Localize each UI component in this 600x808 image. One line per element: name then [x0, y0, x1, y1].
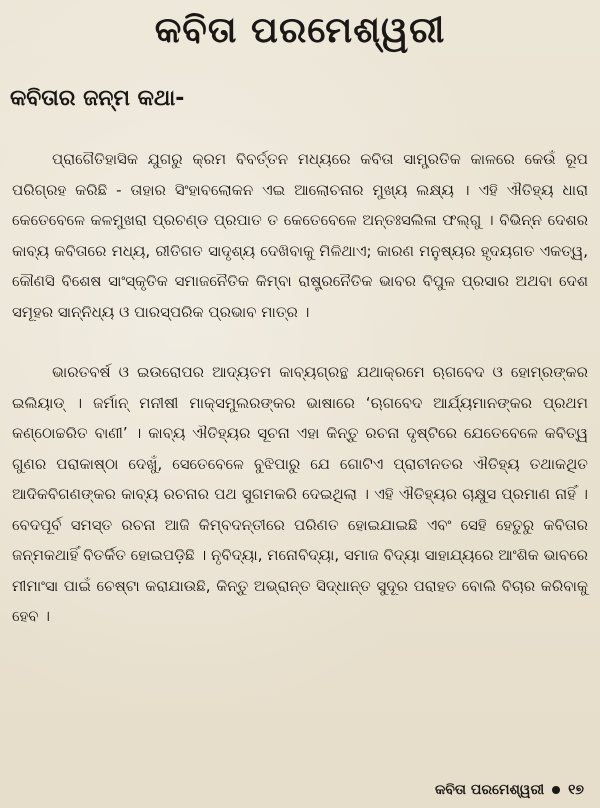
page-number: ୧୭	[568, 782, 584, 798]
bullet-icon	[552, 786, 560, 794]
page-footer	[435, 782, 584, 798]
paragraph-1: ପ୍ରାଗୈତିହାସିକ ଯୁଗରୁ କ୍ରମ ବିବର୍ତ୍ତନ ମଧ୍ୟରେ କବିତା ସାମ୍ପ୍ରତିକ କାଳରେ କେଉଁ ରୂପ ପରିଗ୍ରହ କରିଛି - ତାହାର ସିଂହାବଲୋକନ ଏଇ ଆଲୋଚନାର ମୁଖ୍ୟ ଲକ୍ଷ୍ୟ । ଏହି ଐତିହ୍ୟ ଧାରା କେତେବେଳେ କଳମୁଖରା ପ୍ରଚଣ୍ଡ ପ୍ରପାତ ତ କେତେବେଳେ ଅନ୍ତଃସଲିଳା ଫଲ୍ଗୁ । ବିଭିନ୍ନ ଦେଶର କାବ୍ୟ କବିତାରେ ମଧ୍ୟ, ରୀତିଗତ ସାଦୃଶ୍ୟ ଦେଖିବାକୁ ମିଳିଥାଏ; କାରଣ ମନୁଷ୍ୟର ହୃଦୟଗତ ଏକତ୍ୱ, କୌଣସି ବିଶେଷ ସାଂସ୍କୃତିକ ସମାଜନୈତିକ କିମ୍ବା ରାଷ୍ଟ୍ରନୈତିକ ଭାବର ବିପୁଳ ପ୍ରସାର ଅଥବା ଦେଶ ସମୂହର ସାନ୍ନିଧ୍ୟ ଓ ପାରସ୍ପରିକ ପ୍ରଭାବ ମାତ୍ର ।	[12, 150, 588, 321]
page-title: କବିତା ପରମେଶ୍ୱରୀ	[154, 10, 446, 51]
body-text	[12, 144, 588, 632]
paragraph-2: ଭାରତବର୍ଷ ଓ ଇଉରୋପର ଆଦ୍ୟତମ କାବ୍ୟଗ୍ରନ୍ଥ ଯଥାକ୍ରମେ ଋଗବେଦ ଓ ହୋମ୍‌ରଙ୍କର ଇଲିୟାଡ୍ । ଜର୍ମାନ୍ ମନୀଷୀ ମାକ୍ସମୁଲରଙ୍କର ଭାଷାରେ ‘ଋଗବେଦ ଆର୍ଯ୍ୟମାନଙ୍କର ପ୍ରଥମ କଣ୍ଠୋଚ୍ଚରିତ ବାଣୀ’ । କାବ୍ୟ ଐତିହ୍ୟର ସୂଚନା ଏହା କିନ୍ତୁ ରଚନା ଦୃଷ୍ଟିରେ ଯେତେବେଳେ କବିତ୍ୱ ଗୁଣର ପରାକାଷ୍ଠା ଦେଖୁଁ, ସେତେବେଳେ ବୁଝିପାରୁ ଯେ ଗୋଟିଏ ପ୍ରାଚୀନତର ଐତିହ୍ୟ ତଥାକଥିତ ଆଦିକବିଗଣଙ୍କର କାବ୍ୟ ରଚନାର ପଥ ସୁଗମକରି ଦେଇଥିଲା । ଏହି ଐତିହ୍ୟର ଚାକ୍ଷୁସ ପ୍ରମାଣ ନାହିଁ । ବେଦପୂର୍ବ ସମସ୍ତ ରଚନା ଆଜି କିମ୍ବଦନ୍ତୀରେ ପରିଣତ ହୋଇଯାଇଛି ଏବଂ ସେହି ହେତୁରୁ କବିତାର ଜନ୍ମକଥାହିଁ ବିତର୍କିତ ହୋଇପଡ଼ିଛି । ନୃବିଦ୍ୟା, ମନୋବିଦ୍ୟା, ସମାଜ ବିଦ୍ୟା ସାହାଯ୍ୟରେ ଆଂଶିକ ଭାବରେ ମୀମାଂସା ପାଇଁ ଚେଷ୍ଟା କରାଯାଉଛି, କିନ୍ତୁ ଅଭ୍ରାନ୍ତ ସିଦ୍ଧାନ୍ତ ସୁଦୂର ପରାହତ ବୋଲି ବିଚାର କରିବାକୁ ହେବ ।	[12, 363, 588, 625]
section-heading: କବିତାର ଜନ୍ମ କଥା-	[10, 86, 185, 111]
running-title: କବିତା ପରମେଶ୍ୱରୀ	[435, 782, 545, 798]
